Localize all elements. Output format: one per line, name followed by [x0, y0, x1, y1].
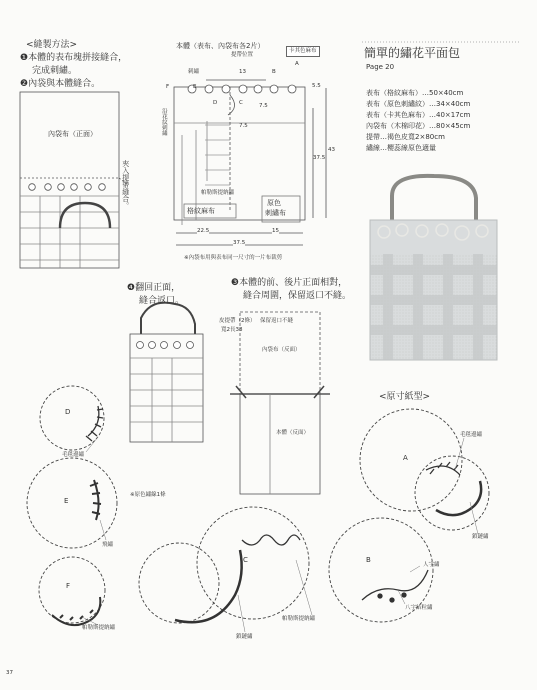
pattern-c-inner-circle — [139, 543, 219, 623]
dim-13: 13 — [239, 69, 246, 75]
letter-c: C — [239, 100, 243, 106]
inner-bag-outline — [20, 92, 119, 268]
pattern-c-letter: C — [243, 556, 248, 564]
return-opening-label: 保留返口不縫 — [260, 318, 294, 324]
material-item: 內袋布（木棉印花）…80×45cm — [366, 122, 471, 130]
pattern-d-circle — [40, 386, 104, 450]
finished-bag-outline — [130, 334, 203, 442]
dim-5-5: 5.5 — [312, 83, 321, 89]
strap-label: 皮提帶（2條） — [219, 318, 256, 324]
body-panel-outline — [174, 87, 305, 220]
natural-color-label: 原色 — [267, 199, 281, 207]
pattern-e-letter: E — [64, 497, 69, 505]
pattern-f-letter: F — [66, 582, 71, 590]
inner-fabric-note: ※內袋布用與表布同一尺寸的一片布裁剪 — [184, 255, 283, 261]
material-item: 提帶…褐色皮寬2×80cm — [366, 133, 445, 141]
pattern-d-letter: D — [65, 408, 71, 416]
step4-line2: 縫合返口。 — [139, 296, 185, 306]
page-number: 37 — [6, 670, 13, 676]
pattern-b-letter: B — [366, 556, 371, 564]
blanket-stitch-d — [86, 406, 103, 441]
pattern-a-letter: A — [403, 454, 408, 462]
pattern-a-stitch2: 鎖鏈繡 — [472, 534, 489, 540]
method-step1-line1: ❶本體的表布塊拼接縫合， — [20, 53, 128, 63]
letter-d: D — [213, 100, 218, 106]
pattern-e-circle — [27, 458, 117, 548]
letter-f: F — [166, 84, 170, 90]
embroidery-linen-label: 刺繡布 — [265, 209, 286, 217]
method-heading: <縫製方法> — [26, 40, 78, 50]
dim-7-5-b: 7.5 — [239, 123, 248, 129]
pattern-a-stitch1: 毛毯邊繡 — [460, 432, 483, 438]
step4-line1: ❹翻回正面， — [127, 283, 181, 293]
letter-e: E — [193, 84, 197, 90]
embroidery-label: 刺繡 — [188, 69, 200, 75]
dim-15: 15 — [272, 228, 279, 234]
method-step2: ❷內袋與本體縫合。 — [20, 79, 101, 89]
strap-size: 寬2長38 — [221, 327, 243, 333]
herringbone-stitch-b — [362, 570, 428, 600]
pattern-c-stitch2: 帕勒斯提納繡 — [282, 616, 316, 622]
body-back-label: 本體（反面） — [276, 430, 310, 436]
plaid-linen-label: 格紋麻布 — [187, 207, 215, 215]
feather-stitch-label: 帕勒斯提納繡 — [201, 190, 235, 196]
dim-7-5-a: 7.5 — [259, 103, 268, 109]
inner-back-label: 內袋布（反面） — [262, 347, 301, 353]
material-item: 表布（卡其色麻布）…40×17cm — [366, 111, 471, 119]
chain-stitch-a — [436, 481, 481, 515]
tag-check-label: 卡其色麻布 — [286, 46, 320, 57]
pattern-f-stitch: 帕勒斯提納繡 — [82, 625, 116, 631]
dim-43: 43 — [328, 147, 335, 153]
materials-list — [366, 88, 470, 154]
side-embroidery-label: 沿花紋刺繡 — [160, 108, 167, 136]
pattern-b-stitch1: 人字繡 — [423, 562, 440, 568]
body-diagram-title: 本體（表布、內袋布各2片） — [176, 42, 265, 50]
pattern-e-stitch: 飛繡 — [102, 542, 114, 548]
palestrina-stitch-f — [52, 597, 100, 625]
pattern-f-circle — [39, 557, 105, 623]
blanket-stitch-a — [426, 462, 460, 475]
pattern-c-stitch1: 鎖鏈繡 — [236, 634, 253, 640]
dim-37-5-horizontal: 37.5 — [233, 240, 246, 246]
pattern-d-stitch: 毛毯邊繡 — [62, 452, 85, 458]
handle-position-label: 提帶位置 — [231, 52, 254, 58]
thread-note: ※原色繡線1條 — [130, 492, 166, 498]
letter-a: A — [295, 61, 299, 67]
material-item: 表布（原色刺繡紋）…34×40cm — [366, 100, 471, 108]
chain-stitch-c — [175, 550, 242, 622]
palestrina-stitch-c — [242, 535, 300, 545]
pattern-b-stitch2: 八字結粒繡 — [405, 605, 433, 611]
pattern-a-circle — [360, 409, 462, 511]
dim-37-5-vertical: 37.5 — [313, 155, 326, 161]
tote-bag-illustration — [370, 176, 497, 360]
letter-b: B — [272, 69, 276, 75]
insert-strap-note: 夾入提帶縫合。 — [121, 160, 130, 209]
product-page: Page 20 — [366, 63, 395, 71]
pattern-a-small-circle — [415, 456, 489, 530]
material-item: 表布（格紋麻布）…50×40cm — [366, 89, 464, 97]
dim-22-5: 22.5 — [197, 228, 210, 234]
step3-line2: 縫合周圍，保留返口不縫。 — [243, 291, 352, 301]
method-step1-line2: 完成刺繡。 — [32, 66, 78, 76]
material-item: 繡線…櫻蕊線原色適量 — [366, 144, 436, 152]
inner-bag-label: 內袋布（正面） — [48, 130, 97, 138]
patterns-heading: <原寸紙型> — [379, 392, 431, 402]
fly-stitch-e — [90, 480, 101, 520]
body-back-outline — [240, 394, 320, 494]
step3-line1: ❸本體的前、後片正面相對， — [231, 278, 348, 288]
product-title: 簡單的繡花平面包 — [364, 46, 461, 60]
